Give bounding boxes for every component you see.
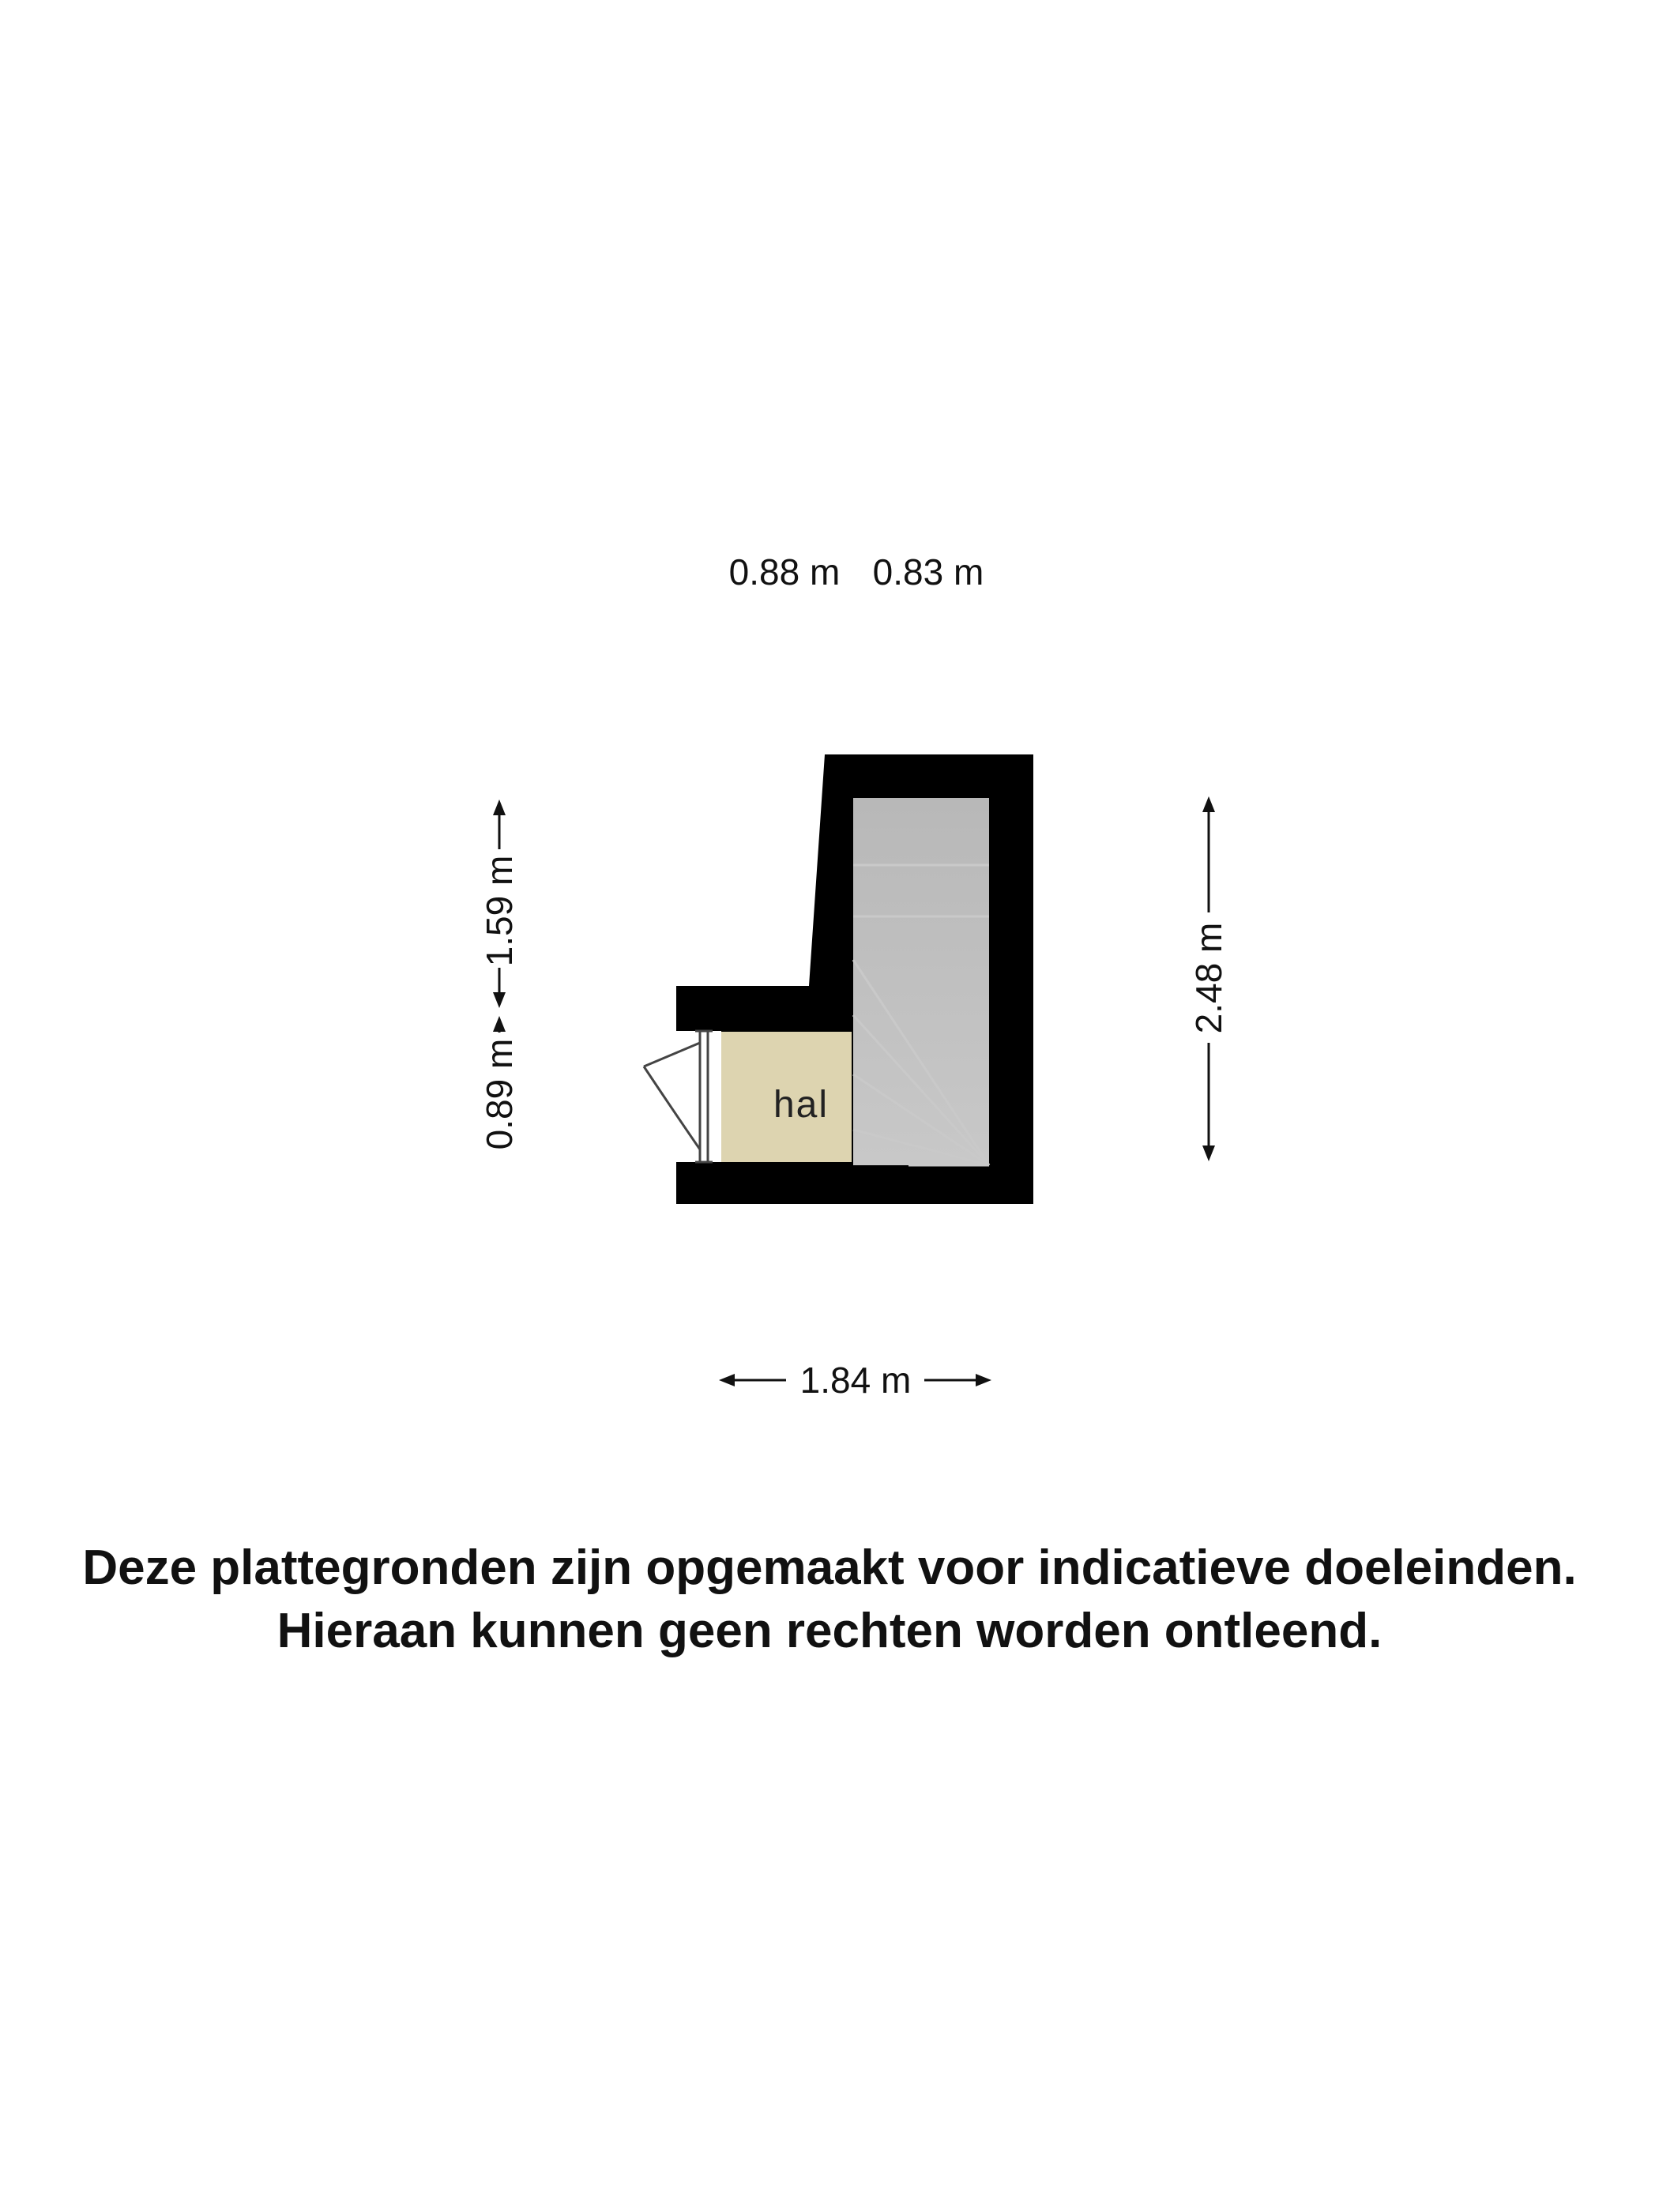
- dimension-top-left: 0.88 m: [728, 551, 841, 592]
- dimension-top-right: 0.83 m: [872, 551, 984, 592]
- disclaimer-line-2: Hieraan kunnen geen rechten worden ontleend.: [276, 1604, 1382, 1658]
- disclaimer-line-1: Deze plattegronden zijn opgemaakt voor indicatieve doeleinden.: [82, 1540, 1577, 1595]
- stair-area: [853, 798, 989, 1165]
- front-door: [644, 1031, 721, 1162]
- dimension-left-lower: 0.89 m: [479, 1038, 520, 1150]
- room-label-hal: hal: [773, 1084, 830, 1126]
- dimension-left-upper: 1.59 m: [479, 855, 520, 967]
- staircase: [853, 798, 989, 1165]
- dimension-bottom: 1.84 m: [799, 1360, 912, 1401]
- dimension-right: 2.48 m: [1188, 922, 1229, 1034]
